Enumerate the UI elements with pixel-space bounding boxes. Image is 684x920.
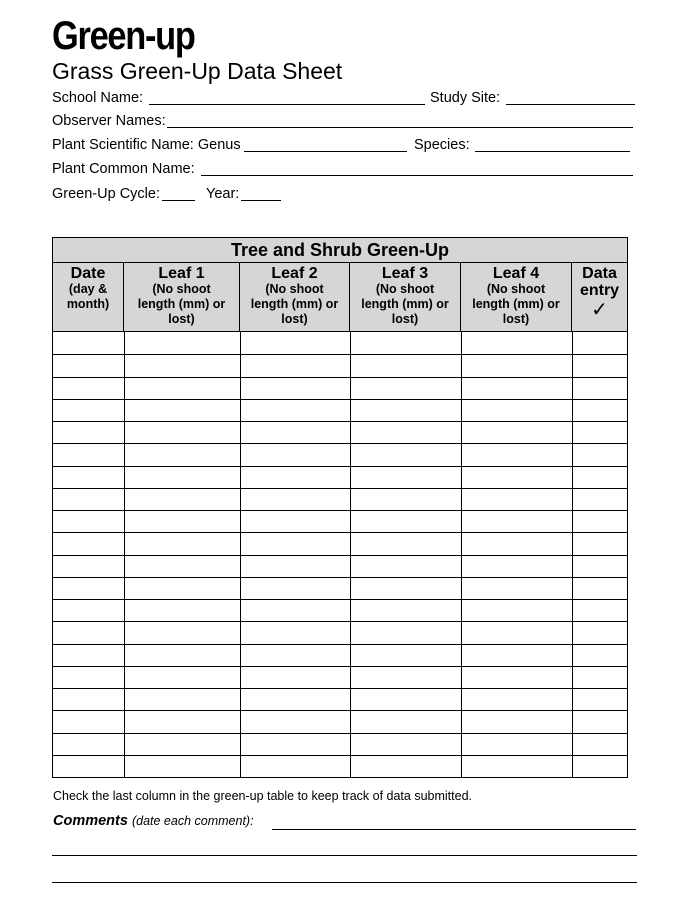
- table-cell[interactable]: [461, 421, 572, 443]
- table-header-row: [53, 263, 627, 332]
- table-cell[interactable]: [350, 710, 461, 732]
- table-cell[interactable]: [124, 644, 240, 666]
- table-cell[interactable]: [53, 688, 124, 710]
- col-header-sub: length (mm) or: [137, 297, 226, 311]
- table-cell[interactable]: [53, 555, 124, 577]
- table-cell[interactable]: [124, 577, 240, 599]
- table-cell[interactable]: [350, 466, 461, 488]
- table-cell[interactable]: [124, 666, 240, 688]
- page-title: Grass Green-Up Data Sheet: [52, 58, 343, 84]
- table-cell[interactable]: [124, 354, 240, 376]
- table-cell[interactable]: [124, 532, 240, 554]
- table-cell[interactable]: [350, 443, 461, 465]
- table-cell[interactable]: [461, 332, 572, 354]
- table-cell[interactable]: [53, 421, 124, 443]
- plant-genus-label: Plant Scientific Name: Genus: [52, 137, 241, 153]
- table-cell[interactable]: [124, 488, 240, 510]
- table-cell[interactable]: [572, 688, 627, 710]
- table-cell[interactable]: [53, 644, 124, 666]
- table-cell[interactable]: [572, 399, 627, 421]
- table-cell[interactable]: [572, 443, 627, 465]
- table-cell[interactable]: [53, 710, 124, 732]
- instruction-note: Check the last column in the green-up table to keep track of data submitted.: [53, 789, 472, 803]
- table-cell[interactable]: [572, 710, 627, 732]
- table-cell[interactable]: [461, 555, 572, 577]
- col-header-date: [53, 263, 124, 331]
- table-cell[interactable]: [461, 688, 572, 710]
- green-up-table: [52, 237, 628, 778]
- table-cell[interactable]: [350, 555, 461, 577]
- table-cell[interactable]: [461, 599, 572, 621]
- col-header-sub: length (mm) or: [250, 297, 339, 311]
- table-cell[interactable]: [350, 644, 461, 666]
- col-header-main: Date: [70, 265, 106, 282]
- table-cell[interactable]: [240, 710, 350, 732]
- table-cell[interactable]: [572, 421, 627, 443]
- table-cell[interactable]: [240, 443, 350, 465]
- table-cell[interactable]: [461, 510, 572, 532]
- col-header-leaf-3: [350, 263, 461, 331]
- col-header-sub: length (mm) or: [472, 297, 560, 311]
- col-header-leaf-4: [461, 263, 572, 331]
- table-cell[interactable]: [124, 621, 240, 643]
- table-cell[interactable]: [572, 599, 627, 621]
- comments-line-1[interactable]: [272, 829, 636, 830]
- green-up-cycle-label: Green-Up Cycle:: [52, 186, 160, 202]
- table-cell[interactable]: [240, 755, 350, 777]
- table-cell[interactable]: [350, 532, 461, 554]
- table-cell[interactable]: [240, 577, 350, 599]
- col-header-sub: (No shoot: [152, 282, 211, 296]
- table-cell[interactable]: [572, 621, 627, 643]
- col-header-leaf-1: [124, 263, 240, 331]
- table-cell[interactable]: [240, 354, 350, 376]
- col-header-sub: (No shoot: [265, 282, 324, 296]
- table-cell[interactable]: [124, 688, 240, 710]
- table-cell[interactable]: [240, 510, 350, 532]
- table-cell[interactable]: [350, 688, 461, 710]
- table-cell[interactable]: [572, 733, 627, 755]
- table-cell[interactable]: [350, 354, 461, 376]
- table-cell[interactable]: [572, 488, 627, 510]
- table-cell[interactable]: [53, 399, 124, 421]
- observer-names-label: Observer Names:: [52, 113, 166, 129]
- table-cell[interactable]: [53, 532, 124, 554]
- comments-label-text: Comments: [53, 813, 128, 829]
- table-cell[interactable]: [350, 377, 461, 399]
- table-cell[interactable]: [572, 577, 627, 599]
- table-cell[interactable]: [53, 443, 124, 465]
- table-body: [53, 332, 627, 777]
- table-cell[interactable]: [240, 733, 350, 755]
- table-cell[interactable]: [461, 488, 572, 510]
- table-cell[interactable]: [53, 666, 124, 688]
- observer-names-field[interactable]: [167, 127, 633, 128]
- table-cell[interactable]: [124, 377, 240, 399]
- table-cell[interactable]: [350, 599, 461, 621]
- table-cell[interactable]: [240, 644, 350, 666]
- table-cell[interactable]: [240, 621, 350, 643]
- table-cell[interactable]: [53, 599, 124, 621]
- table-cell[interactable]: [350, 733, 461, 755]
- table-cell[interactable]: [124, 733, 240, 755]
- table-cell[interactable]: [53, 510, 124, 532]
- plant-genus-field[interactable]: [244, 151, 407, 152]
- table-cell[interactable]: [461, 577, 572, 599]
- table-cell[interactable]: [240, 532, 350, 554]
- col-header-sub: lost): [281, 312, 308, 326]
- table-cell[interactable]: [350, 488, 461, 510]
- table-cell[interactable]: [240, 488, 350, 510]
- table-cell[interactable]: [572, 354, 627, 376]
- study-site-label: Study Site:: [430, 90, 501, 106]
- table-cell[interactable]: [461, 443, 572, 465]
- table-cell[interactable]: [350, 666, 461, 688]
- col-header-main: Leaf 2: [271, 265, 318, 282]
- table-cell[interactable]: [572, 510, 627, 532]
- table-cell[interactable]: [53, 354, 124, 376]
- table-cell[interactable]: [240, 399, 350, 421]
- table-cell[interactable]: [53, 466, 124, 488]
- table-cell[interactable]: [350, 421, 461, 443]
- table-cell[interactable]: [572, 466, 627, 488]
- comments-line-2[interactable]: [52, 855, 637, 856]
- table-cell[interactable]: [461, 755, 572, 777]
- table-cell[interactable]: [124, 332, 240, 354]
- col-header-main: Data: [582, 265, 617, 282]
- table-cell[interactable]: [461, 466, 572, 488]
- table-cell[interactable]: [572, 532, 627, 554]
- comments-hint: (date each comment):: [131, 814, 254, 828]
- table-cell[interactable]: [350, 510, 461, 532]
- comments-label: [53, 813, 254, 830]
- table-cell[interactable]: [350, 755, 461, 777]
- col-header-main: Leaf 3: [381, 265, 429, 282]
- comments-line-3[interactable]: [52, 882, 637, 883]
- table-cell[interactable]: [53, 733, 124, 755]
- table-cell[interactable]: [53, 621, 124, 643]
- table-cell[interactable]: [124, 399, 240, 421]
- table-cell[interactable]: [461, 399, 572, 421]
- table-cell[interactable]: [240, 377, 350, 399]
- checkmark-icon: ✓: [591, 299, 608, 321]
- table-cell[interactable]: [572, 377, 627, 399]
- col-header-sub: entry: [579, 282, 620, 299]
- table-cell[interactable]: [124, 510, 240, 532]
- table-cell[interactable]: [350, 399, 461, 421]
- table-cell[interactable]: [124, 555, 240, 577]
- table-cell[interactable]: [240, 421, 350, 443]
- col-header-sub: lost): [391, 312, 419, 326]
- col-header-data-entry: [572, 263, 627, 331]
- table-cell[interactable]: [53, 488, 124, 510]
- table-cell[interactable]: [240, 688, 350, 710]
- green-up-cycle-field[interactable]: [162, 200, 195, 201]
- col-header-sub: length (mm) or: [361, 297, 449, 311]
- table-cell[interactable]: [350, 621, 461, 643]
- table-cell[interactable]: [461, 377, 572, 399]
- table-cell[interactable]: [240, 599, 350, 621]
- table-title: Tree and Shrub Green-Up: [53, 238, 627, 263]
- col-header-leaf-2: [240, 263, 350, 331]
- table-cell[interactable]: [124, 710, 240, 732]
- table-cell[interactable]: [461, 532, 572, 554]
- table-cell[interactable]: [461, 644, 572, 666]
- school-name-field[interactable]: [149, 104, 425, 105]
- table-cell[interactable]: [572, 666, 627, 688]
- study-site-field[interactable]: [506, 104, 635, 105]
- col-header-sub: lost): [168, 312, 195, 326]
- table-cell[interactable]: [461, 354, 572, 376]
- species-field[interactable]: [475, 151, 630, 152]
- table-cell[interactable]: [350, 332, 461, 354]
- col-header-sub: (No shoot: [375, 282, 435, 296]
- table-cell[interactable]: [124, 421, 240, 443]
- table-cell[interactable]: [461, 621, 572, 643]
- year-label: Year:: [206, 186, 240, 202]
- table-cell[interactable]: [240, 666, 350, 688]
- col-header-sub: month): [66, 297, 110, 311]
- table-cell[interactable]: [461, 733, 572, 755]
- col-header-main: Leaf 1: [158, 265, 205, 282]
- year-field[interactable]: [241, 200, 281, 201]
- table-cell[interactable]: [53, 332, 124, 354]
- table-cell[interactable]: [124, 755, 240, 777]
- table-cell[interactable]: [124, 443, 240, 465]
- col-header-main: Leaf 4: [492, 265, 540, 282]
- species-label: Species:: [414, 137, 470, 153]
- school-name-label: School Name:: [52, 90, 144, 106]
- table-cell[interactable]: [350, 577, 461, 599]
- table-cell[interactable]: [124, 599, 240, 621]
- table-cell[interactable]: [572, 644, 627, 666]
- table-cell[interactable]: [572, 755, 627, 777]
- table-cell[interactable]: [124, 466, 240, 488]
- brand-logo-text: Green-up: [52, 14, 195, 58]
- table-cell[interactable]: [240, 466, 350, 488]
- table-cell[interactable]: [53, 755, 124, 777]
- table-cell[interactable]: [240, 332, 350, 354]
- table-cell[interactable]: [240, 555, 350, 577]
- table-cell[interactable]: [461, 710, 572, 732]
- col-header-sub: lost): [502, 312, 530, 326]
- col-header-sub: (day &: [68, 282, 108, 296]
- table-cell[interactable]: [572, 332, 627, 354]
- table-cell[interactable]: [53, 577, 124, 599]
- table-cell[interactable]: [572, 555, 627, 577]
- table-cell[interactable]: [53, 377, 124, 399]
- plant-common-name-field[interactable]: [201, 175, 633, 176]
- plant-common-name-label: Plant Common Name:: [52, 161, 195, 177]
- col-header-sub: (No shoot: [486, 282, 546, 296]
- table-cell[interactable]: [461, 666, 572, 688]
